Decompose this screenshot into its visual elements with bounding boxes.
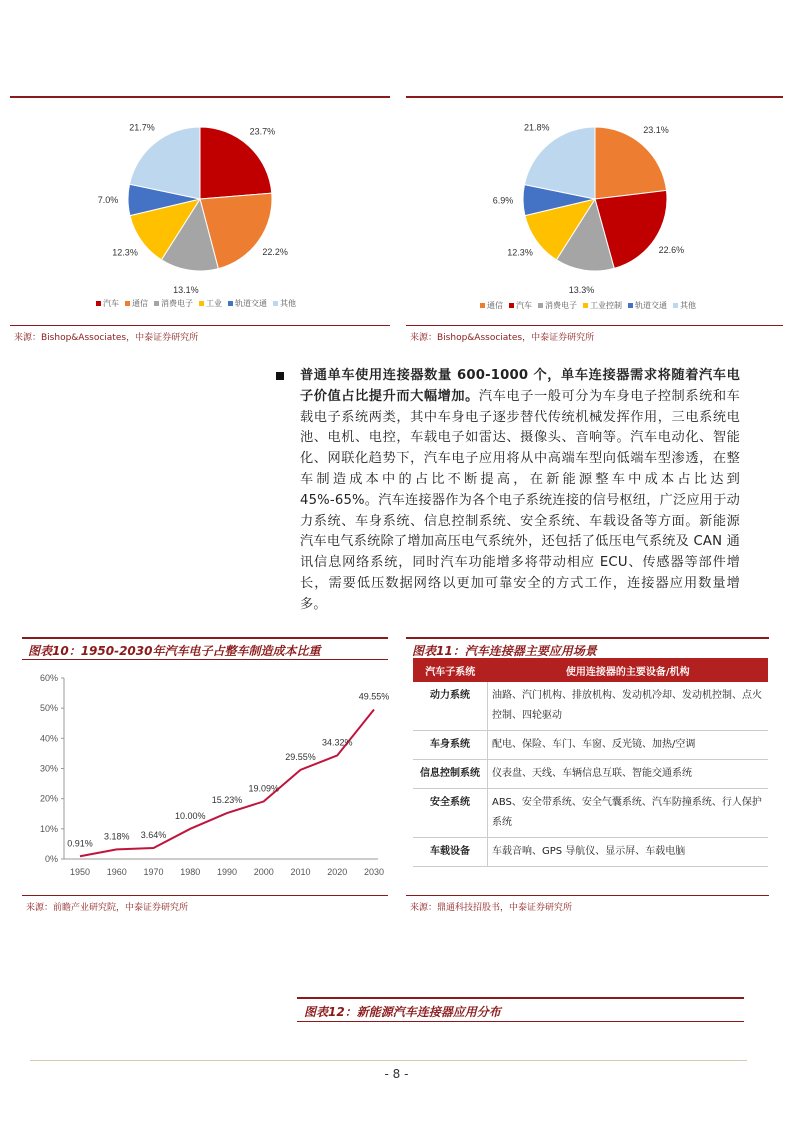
legend-item	[199, 298, 222, 309]
legend-swatch	[273, 301, 278, 306]
table-row	[413, 838, 768, 867]
y-tick-label: 0%	[44, 854, 58, 864]
table-row	[413, 760, 768, 789]
fig12-title: 图表12：新能源汽车连接器应用分布	[304, 1005, 501, 1019]
x-tick-label: 2020	[327, 867, 348, 877]
pie2-legend	[480, 300, 696, 311]
fig11-source: 来源：鼎通科技招股书，中泰证券研究所	[410, 903, 573, 913]
table-row	[413, 789, 768, 838]
data-label: 0.91%	[67, 838, 93, 849]
body-bold-lead: 普通单车使用连接器数量 600-1000 个，单车连接器需求将随着汽车电子价值占比提升而大幅增加。	[300, 368, 740, 404]
pie2-source: 来源：Bishop&Associates，中泰证券研究所	[410, 333, 595, 343]
pie1-legend	[96, 298, 296, 309]
data-label: 10.00%	[174, 810, 206, 821]
x-tick-label: 1960	[106, 867, 127, 877]
x-tick-label: 2000	[253, 867, 274, 877]
applications-table	[413, 658, 768, 867]
table-cell-system: 车载设备	[413, 838, 488, 867]
y-tick-label: 20%	[39, 793, 58, 804]
pie-slice-label: 22.6%	[658, 245, 685, 256]
legend-swatch	[628, 303, 633, 308]
data-label: 49.55%	[358, 691, 390, 702]
legend-label: 消费电子	[545, 301, 577, 310]
table-row	[413, 682, 768, 731]
fig11-bottom-rule	[406, 895, 769, 896]
y-tick-label: 50%	[39, 703, 58, 714]
legend-label: 消费电子	[161, 299, 193, 308]
fig11-title: 图表11：汽车连接器主要应用场景	[412, 644, 597, 658]
pie-slice-label: 23.7%	[249, 126, 276, 137]
pie2-source-rule	[406, 325, 783, 326]
fig10-top-rule	[22, 637, 388, 639]
legend-swatch	[154, 301, 159, 306]
legend-label: 汽车	[516, 301, 532, 310]
legend-swatch	[96, 301, 101, 306]
pie-slice-label: 6.9%	[492, 195, 514, 206]
fig11-top-rule	[406, 637, 769, 639]
legend-swatch	[125, 301, 130, 306]
legend-item	[154, 298, 193, 309]
legend-label: 通信	[487, 301, 503, 310]
body-paragraph	[300, 366, 740, 616]
legend-item	[96, 298, 119, 309]
legend-swatch	[673, 303, 678, 308]
legend-item	[628, 300, 667, 311]
data-label: 29.55%	[285, 751, 316, 762]
table-cell-devices: 车载音响、GPS 导航仪、显示屏、车载电脑	[488, 838, 769, 867]
legend-item	[480, 300, 503, 311]
pie-slice-label: 21.7%	[129, 122, 155, 133]
x-tick-label: 2030	[363, 867, 385, 877]
data-label: 3.64%	[140, 830, 167, 841]
legend-label: 轨道交通	[235, 299, 267, 308]
legend-item	[583, 300, 622, 311]
body-text: 汽车电子一般可分为车身电子控制系统和车载电子系统两类，其中车身电子逐步替代传统机械发挥作用，三电系统电池、电机、电控，车载电子如雷达、摄像头、音响等。汽车电动化、智能化、网联化趋势下，汽车电子应用将从中高端车型向低端车型渗透，在整车制造成本中的占比不断提高，在新能源整车中成本占比达到 45%-65%。汽车连接器作为各个电子系统连接的信号枢纽，广泛应用于动力系统、车身系统、信息控制系统、安全系统、车载设备等方面。新能源汽车电气系统除了增加高压电气系统外，还包括了低压电气系统及 CAN 通讯信息网络系统，同时汽车功能增多将带动相应 ECU、传感器等部件增长，需要低压数据网络以更加可靠安全的方式工作，连接器应用数量增多。	[300, 388, 740, 612]
legend-swatch	[538, 303, 543, 308]
legend-label: 其他	[280, 299, 296, 308]
legend-item	[509, 300, 532, 311]
table-header-devices: 使用连接器的主要设备/机构	[488, 658, 769, 682]
legend-swatch	[509, 303, 514, 308]
y-tick-label: 40%	[39, 733, 58, 744]
legend-label: 其他	[680, 301, 696, 310]
data-label: 3.18%	[103, 831, 130, 842]
fig10-bottom-rule	[22, 895, 388, 896]
y-tick-label: 10%	[39, 823, 58, 834]
legend-label: 轨道交通	[635, 301, 667, 310]
bullet-square	[276, 372, 284, 380]
x-tick-label: 1970	[143, 867, 164, 877]
table-cell-system: 车身系统	[413, 731, 488, 760]
legend-item	[538, 300, 577, 311]
table-cell-system: 安全系统	[413, 789, 488, 838]
legend-label: 通信	[132, 299, 148, 308]
table-cell-devices: 配电、保险、车门、车窗、反光镜、加热/空调	[488, 731, 769, 760]
pie-slice-label: 7.0%	[97, 195, 119, 206]
pie-slice-label: 12.3%	[112, 247, 138, 258]
fig10-title-rule	[22, 659, 388, 660]
pie-slice-0	[200, 127, 272, 199]
pie-slice-label: 21.8%	[524, 122, 550, 133]
pie-slice-label: 23.1%	[643, 125, 669, 136]
data-label: 15.23%	[211, 795, 243, 806]
legend-label: 工业控制	[590, 301, 622, 310]
x-tick-label: 1950	[69, 867, 91, 877]
fig12-top-rule	[297, 997, 744, 999]
y-tick-label: 60%	[39, 673, 58, 683]
legend-swatch	[228, 301, 233, 306]
fig10-source: 来源：前瞻产业研究院，中泰证券研究所	[26, 903, 189, 913]
x-tick-label: 1980	[180, 867, 201, 877]
table-cell-devices: 油路、汽门机构、排放机构、发动机冷却、发动机控制、点火控制、四轮驱动	[488, 682, 769, 731]
legend-item	[228, 298, 267, 309]
legend-swatch	[199, 301, 204, 306]
legend-item	[125, 298, 148, 309]
pie-slice-label: 13.3%	[568, 284, 595, 295]
page-number: - 8 -	[384, 1067, 409, 1081]
table-cell-devices: 仪表盘、天线、车辆信息互联、智能交通系统	[488, 760, 769, 789]
legend-label: 工业	[206, 299, 222, 308]
fig10-title: 图表10：1950-2030年汽车电子占整车制造成本比重	[28, 644, 321, 658]
pie-slice-label: 12.3%	[507, 247, 533, 258]
table-cell-system: 动力系统	[413, 682, 488, 731]
table-row	[413, 731, 768, 760]
data-label: 19.09%	[248, 783, 280, 794]
legend-item	[273, 298, 296, 309]
legend-swatch	[583, 303, 588, 308]
table-header-system: 汽车子系统	[413, 658, 488, 682]
pie-slice-label: 22.2%	[262, 247, 288, 258]
legend-label: 汽车	[103, 299, 119, 308]
pie-chart-2	[492, 118, 695, 295]
x-tick-label: 2010	[290, 867, 311, 877]
footer-rule	[30, 1060, 747, 1061]
table-cell-devices: ABS、安全带系统、安全气囊系统、汽车防撞系统、行人保护系统	[488, 789, 769, 838]
x-tick-label: 1990	[216, 867, 238, 877]
top-rule-right	[406, 96, 783, 98]
line-chart	[22, 668, 388, 890]
legend-item	[673, 300, 696, 311]
pie1-source-rule	[10, 325, 390, 326]
pie-slice-0	[595, 127, 666, 199]
pie-slice-label: 13.1%	[173, 284, 199, 295]
fig12-title-rule	[297, 1021, 744, 1022]
table-cell-system: 信息控制系统	[413, 760, 488, 789]
legend-swatch	[480, 303, 485, 308]
data-label: 34.32%	[321, 737, 353, 748]
top-rule-left	[10, 96, 390, 98]
pie1-source: 来源：Bishop&Associates，中泰证券研究所	[14, 333, 199, 343]
y-tick-label: 30%	[39, 763, 58, 774]
pie-chart-1	[97, 118, 300, 295]
